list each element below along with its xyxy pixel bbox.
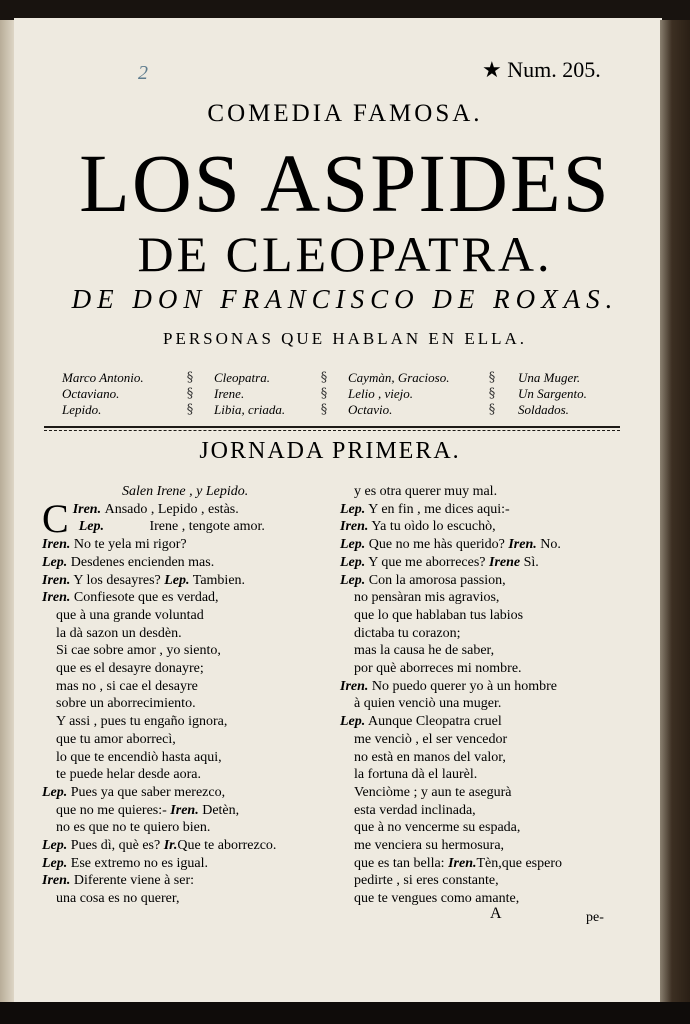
line-text: Con la amorosa passion,	[368, 572, 506, 588]
text-line	[42, 536, 317, 554]
line-text: Diferente viene à ser:	[73, 873, 195, 889]
text-line	[340, 642, 630, 660]
line-text: Pues dì, què es?	[70, 838, 164, 854]
line-text: no es que no te quiero bien.	[56, 820, 211, 836]
text-column-left	[42, 483, 317, 908]
speaker-label: Lep.	[42, 855, 68, 871]
cast-member: Octaviano.	[62, 386, 120, 401]
line-text: que tu amor aborrecì,	[56, 731, 176, 747]
speaker-label: Lep.	[340, 554, 366, 570]
text-line	[42, 784, 317, 802]
speaker-label: Iren.	[508, 537, 537, 553]
line-text: Que te aborrezco.	[177, 838, 277, 854]
ornament-divider: § § §	[488, 370, 496, 417]
text-line	[340, 695, 630, 713]
cast-column-1	[62, 370, 144, 418]
line-text: No puedo querer yo à un hombre	[371, 678, 557, 694]
cast-column-4	[518, 370, 587, 418]
line-text: Ansado , Lepido , estàs.	[104, 501, 239, 517]
line-text: no està en manos del valor,	[354, 749, 506, 765]
line-text: Y que me aborreces?	[368, 554, 489, 570]
text-line	[340, 749, 630, 767]
text-line	[340, 819, 630, 837]
line-text: no pensàran mis agravios,	[354, 590, 500, 606]
speaker-label: Ir.	[163, 838, 178, 854]
speaker-label: Iren.	[170, 802, 199, 818]
text-line	[340, 572, 630, 590]
speaker-label: Lep.	[340, 572, 366, 588]
line-text: dictaba tu corazon;	[354, 625, 461, 641]
play-number: ★ Num. 205.	[482, 57, 601, 82]
section-rule	[44, 426, 620, 428]
text-line	[340, 802, 630, 820]
cast-member: Octavio.	[348, 402, 393, 417]
line-text: Y en fin , me dices aqui:-	[368, 501, 510, 517]
line-text: No.	[536, 537, 561, 553]
text-line	[340, 518, 630, 536]
line-text: mas la causa he de saber,	[354, 643, 495, 659]
line-text: la dà sazon un desdèn.	[56, 625, 182, 641]
text-line	[42, 589, 317, 607]
text-line	[42, 642, 317, 660]
pencil-annotation: 2	[138, 62, 148, 84]
text-line	[340, 784, 630, 802]
speaker-label: Lep.	[340, 714, 366, 730]
line-text: Ya tu oìdo lo escuchò,	[371, 519, 496, 535]
line-text: esta verdad inclinada,	[354, 802, 476, 818]
text-column-right	[340, 483, 630, 908]
text-line	[42, 855, 317, 873]
text-line	[340, 589, 630, 607]
speaker-label: Lep.	[42, 838, 68, 854]
section-rule-ornament	[44, 430, 620, 431]
text-line	[42, 766, 317, 784]
speaker-label: Iren.	[448, 855, 477, 871]
text-line	[340, 660, 630, 678]
text-line	[42, 554, 317, 572]
line-text: una cosa es no querer,	[56, 891, 180, 907]
text-line	[340, 536, 630, 554]
author-line: DE DON FRANCISCO DE ROXAS.	[71, 284, 619, 314]
cast-member: Cleopatra.	[214, 370, 270, 385]
line-text: Sì.	[520, 554, 539, 570]
text-line	[340, 678, 630, 696]
text-line	[340, 483, 630, 501]
text-line	[42, 625, 317, 643]
cast-member: Un Sargento.	[518, 386, 587, 401]
act-heading: JORNADA PRIMERA.	[199, 438, 461, 464]
catchword: pe-	[586, 910, 604, 925]
cast-member: Marco Antonio.	[62, 370, 144, 385]
line-text: pedirte , si eres constante,	[354, 873, 499, 889]
line-text: Ese extremo no es igual.	[70, 855, 209, 871]
title-line-2: DE CLEOPATRA.	[137, 226, 553, 282]
text-line	[340, 731, 630, 749]
text-line	[42, 819, 317, 837]
text-line	[42, 837, 317, 855]
text-line	[42, 572, 317, 590]
line-text: Desdenes encienden mas.	[70, 554, 215, 570]
line-text: Aunque Cleopatra cruel	[368, 714, 502, 730]
line-text: que lo que hablaban tus labios	[354, 607, 524, 623]
text-line	[42, 713, 317, 731]
text-line	[42, 660, 317, 678]
text-line	[340, 501, 630, 519]
text-line	[340, 713, 630, 731]
speaker-label: Lep.	[340, 501, 366, 517]
text-line	[42, 483, 317, 501]
line-text: que à no vencerme su espada,	[354, 820, 521, 836]
cast-member: Caymàn, Gracioso.	[348, 370, 450, 385]
speaker-label: Lep.	[340, 537, 366, 553]
title-line-1: LOS ASPIDES	[79, 137, 611, 229]
drop-capital: C	[42, 495, 69, 541]
text-line	[340, 625, 630, 643]
line-text: Y los desayres?	[73, 572, 165, 588]
speaker-label: Lep.	[164, 572, 190, 588]
speaker-label: Lep.	[42, 784, 68, 800]
cast-member: Lelio , viejo.	[348, 386, 413, 401]
speaker-label: Irene	[489, 554, 521, 570]
line-text: Pues ya que saber merezco,	[70, 784, 226, 800]
speaker-label: Iren.	[340, 678, 369, 694]
line-text: la fortuna dà el laurèl.	[354, 767, 478, 783]
speaker-label: Lep.	[78, 519, 104, 535]
text-line	[340, 607, 630, 625]
line-text: que es tan bella:	[354, 855, 449, 871]
line-text: No te yela mi rigor?	[73, 537, 187, 553]
text-line	[42, 607, 317, 625]
line-text: y es otra querer muy mal.	[354, 484, 498, 499]
speaker-label: Iren.	[340, 519, 369, 535]
line-text: por què aborreces mi nombre.	[354, 661, 522, 677]
line-text: Salen Irene , y Lepido.	[122, 484, 249, 499]
cast-member: Lepido.	[62, 402, 102, 417]
text-line	[42, 802, 317, 820]
text-line	[42, 749, 317, 767]
line-text: Que no me hàs querido?	[368, 537, 509, 553]
line-text: lo que te encendiò hasta aqui,	[56, 749, 222, 765]
cast-heading: PERSONAS QUE HABLAN EN ELLA.	[162, 329, 528, 348]
ornament-divider: § § §	[320, 370, 328, 417]
genre-heading: COMEDIA FAMOSA.	[207, 100, 483, 127]
cast-column-3	[348, 370, 449, 418]
speaker-label: Iren.	[42, 873, 71, 889]
line-text: à quien venciò una muger.	[354, 696, 502, 712]
text-line	[340, 837, 630, 855]
text-line	[340, 766, 630, 784]
speaker-label: Iren.	[42, 537, 71, 553]
cast-member: Soldados.	[518, 402, 569, 417]
line-text: me venciò , el ser vencedor	[354, 731, 508, 747]
speaker-label: Iren.	[72, 501, 102, 517]
cast-column-2	[214, 370, 285, 418]
text-line	[42, 731, 317, 749]
line-text: mas no , si cae el desayre	[56, 678, 198, 694]
text-line	[42, 695, 317, 713]
line-text: Detèn,	[198, 802, 240, 818]
line-text: Irene , tengote amor.	[149, 519, 265, 535]
text-line	[42, 678, 317, 696]
line-text: Venciòme ; y aun te asegurà	[354, 784, 512, 800]
line-text: Y assi , pues tu engaño ignora,	[56, 714, 228, 730]
line-text: que no me quieres:-	[56, 802, 171, 818]
line-text: que te vengues como amante,	[354, 891, 520, 907]
line-text: Confiesote que es verdad,	[73, 590, 219, 606]
line-text: Tambien.	[189, 572, 246, 588]
text-line	[340, 855, 630, 873]
line-text: que à una grande voluntad	[56, 607, 204, 623]
text-line	[340, 890, 630, 908]
speaker-label: Iren.	[42, 572, 71, 588]
line-text: Tèn,que espero	[476, 855, 563, 871]
line-text: sobre un aborrecimiento.	[56, 696, 196, 712]
cast-member: Una Muger.	[518, 370, 581, 385]
text-line	[42, 518, 317, 536]
line-text: me venciera su hermosura,	[354, 838, 505, 854]
line-text: Si cae sobre amor , yo siento,	[56, 643, 221, 659]
text-line	[42, 890, 317, 908]
speaker-label: Lep.	[42, 554, 68, 570]
text-line	[340, 554, 630, 572]
cast-member: Libia, criada.	[214, 402, 286, 417]
scan-bottom-border	[0, 1002, 690, 1024]
line-text: que es el desayre donayre;	[56, 661, 204, 677]
text-line	[42, 872, 317, 890]
ornament-divider: § § §	[186, 370, 194, 417]
speaker-label: Iren.	[42, 590, 71, 606]
signature-mark: A	[490, 905, 502, 922]
text-line	[340, 872, 630, 890]
cast-member: Irene.	[214, 386, 245, 401]
line-text: te puede helar desde aora.	[56, 767, 201, 783]
